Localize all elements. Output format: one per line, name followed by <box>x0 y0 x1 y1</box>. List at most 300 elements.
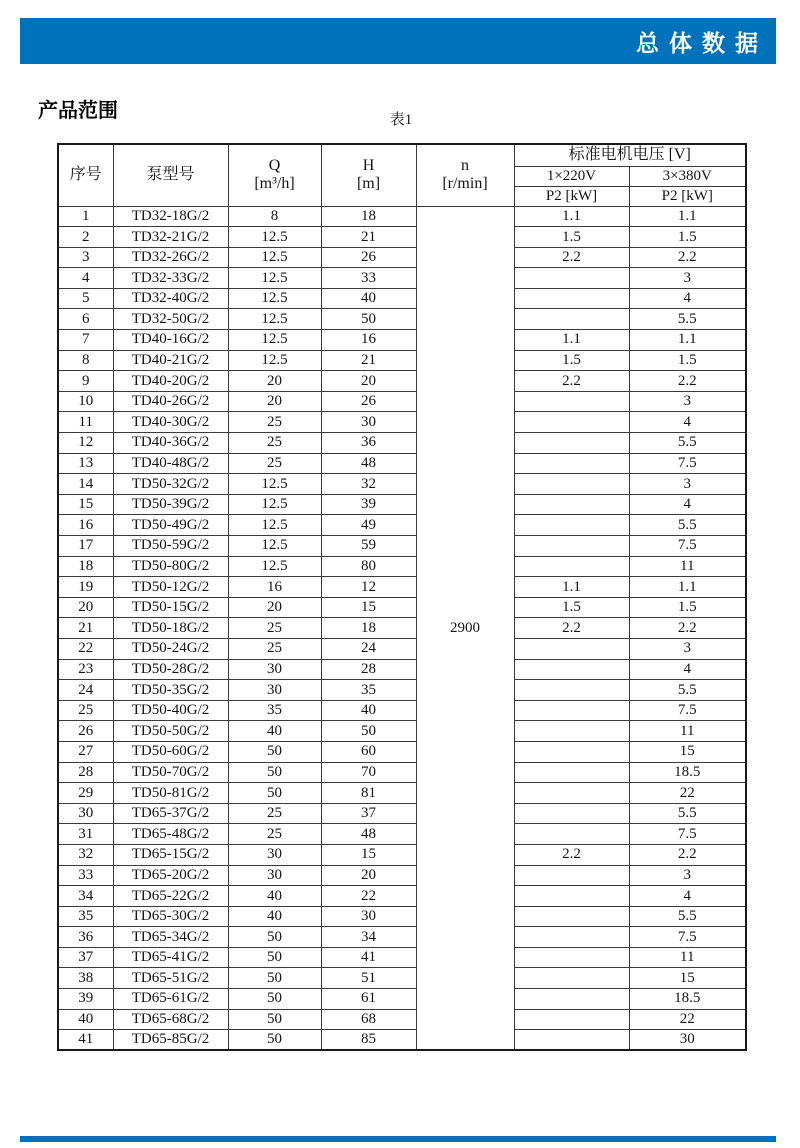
cell-q: 12.5 <box>228 268 321 289</box>
cell-h: 26 <box>321 391 416 412</box>
table-row <box>58 577 746 598</box>
table-row <box>58 680 746 701</box>
cell-index: 12 <box>58 433 113 454</box>
cell-q: 20 <box>228 371 321 392</box>
table-row <box>58 474 746 495</box>
cell-p2-380: 18.5 <box>629 762 746 783</box>
cell-model: TD50-60G/2 <box>113 741 228 762</box>
cell-p2-380: 2.2 <box>629 371 746 392</box>
cell-p2-220: 1.1 <box>514 577 629 598</box>
cell-q: 25 <box>228 412 321 433</box>
cell-h: 20 <box>321 865 416 886</box>
cell-q: 12.5 <box>228 494 321 515</box>
cell-p2-380: 1.1 <box>629 206 746 227</box>
cell-model: TD50-81G/2 <box>113 783 228 804</box>
cell-model: TD40-21G/2 <box>113 350 228 371</box>
cell-h: 16 <box>321 330 416 351</box>
cell-p2-220 <box>514 288 629 309</box>
cell-p2-220 <box>514 989 629 1010</box>
table-row <box>58 391 746 412</box>
cell-index: 14 <box>58 474 113 495</box>
col-header-h-symbol: H <box>362 156 375 174</box>
header-bar <box>20 18 776 64</box>
cell-index: 5 <box>58 288 113 309</box>
table-row <box>58 947 746 968</box>
header-title: 总体数据 <box>636 29 768 56</box>
table-row <box>58 906 746 927</box>
cell-p2-220: 1.1 <box>514 330 629 351</box>
cell-h: 18 <box>321 206 416 227</box>
col-header-n-symbol: n <box>461 156 469 174</box>
cell-model: TD32-33G/2 <box>113 268 228 289</box>
col-header-voltage-380: 3×380V <box>629 166 746 186</box>
cell-p2-380: 7.5 <box>629 453 746 474</box>
cell-p2-220: 1.1 <box>514 206 629 227</box>
cell-p2-220 <box>514 638 629 659</box>
cell-index: 32 <box>58 844 113 865</box>
col-header-p2-380: P2 [kW] <box>629 186 746 206</box>
cell-p2-220 <box>514 680 629 701</box>
cell-n-speed: 2900 <box>416 206 514 1050</box>
cell-index: 37 <box>58 947 113 968</box>
cell-h: 85 <box>321 1030 416 1051</box>
cell-model: TD50-70G/2 <box>113 762 228 783</box>
cell-p2-220 <box>514 391 629 412</box>
cell-h: 20 <box>321 371 416 392</box>
cell-p2-380: 11 <box>629 556 746 577</box>
cell-p2-220 <box>514 1009 629 1030</box>
cell-p2-220 <box>514 412 629 433</box>
cell-h: 21 <box>321 350 416 371</box>
cell-p2-220: 2.2 <box>514 247 629 268</box>
cell-index: 8 <box>58 350 113 371</box>
cell-h: 50 <box>321 721 416 742</box>
cell-h: 21 <box>321 227 416 248</box>
table-row <box>58 247 746 268</box>
cell-model: TD65-15G/2 <box>113 844 228 865</box>
cell-model: TD32-21G/2 <box>113 227 228 248</box>
cell-q: 50 <box>228 762 321 783</box>
table-row <box>58 762 746 783</box>
cell-index: 22 <box>58 638 113 659</box>
cell-h: 30 <box>321 906 416 927</box>
cell-p2-220 <box>514 556 629 577</box>
cell-model: TD65-68G/2 <box>113 1009 228 1030</box>
cell-model: TD65-30G/2 <box>113 906 228 927</box>
cell-q: 30 <box>228 865 321 886</box>
cell-p2-380: 30 <box>629 1030 746 1051</box>
cell-q: 25 <box>228 638 321 659</box>
cell-p2-380: 3 <box>629 391 746 412</box>
cell-q: 50 <box>228 989 321 1010</box>
cell-p2-380: 3 <box>629 474 746 495</box>
cell-p2-380: 18.5 <box>629 989 746 1010</box>
cell-q: 12.5 <box>228 309 321 330</box>
table-row <box>58 412 746 433</box>
cell-p2-380: 5.5 <box>629 309 746 330</box>
table-row <box>58 638 746 659</box>
cell-index: 31 <box>58 824 113 845</box>
cell-model: TD50-59G/2 <box>113 536 228 557</box>
cell-q: 12.5 <box>228 474 321 495</box>
cell-q: 12.5 <box>228 288 321 309</box>
cell-index: 16 <box>58 515 113 536</box>
table-row <box>58 597 746 618</box>
table-row <box>58 968 746 989</box>
cell-h: 59 <box>321 536 416 557</box>
cell-index: 17 <box>58 536 113 557</box>
cell-model: TD65-20G/2 <box>113 865 228 886</box>
table-row <box>58 783 746 804</box>
cell-p2-380: 4 <box>629 886 746 907</box>
cell-index: 2 <box>58 227 113 248</box>
col-header-q-symbol: Q <box>268 156 281 174</box>
cell-h: 50 <box>321 309 416 330</box>
cell-p2-220 <box>514 721 629 742</box>
cell-q: 50 <box>228 741 321 762</box>
table-row <box>58 659 746 680</box>
cell-index: 39 <box>58 989 113 1010</box>
cell-h: 35 <box>321 680 416 701</box>
cell-h: 49 <box>321 515 416 536</box>
table-row <box>58 515 746 536</box>
cell-q: 40 <box>228 886 321 907</box>
cell-q: 8 <box>228 206 321 227</box>
table-row <box>58 453 746 474</box>
cell-index: 4 <box>58 268 113 289</box>
cell-h: 15 <box>321 844 416 865</box>
table-row <box>58 536 746 557</box>
cell-p2-380: 3 <box>629 638 746 659</box>
cell-index: 9 <box>58 371 113 392</box>
cell-q: 12.5 <box>228 536 321 557</box>
cell-model: TD50-80G/2 <box>113 556 228 577</box>
cell-model: TD50-32G/2 <box>113 474 228 495</box>
cell-h: 41 <box>321 947 416 968</box>
cell-q: 12.5 <box>228 330 321 351</box>
cell-p2-380: 1.1 <box>629 330 746 351</box>
table-row <box>58 350 746 371</box>
table-row <box>58 288 746 309</box>
table-row <box>58 803 746 824</box>
cell-index: 7 <box>58 330 113 351</box>
cell-p2-380: 11 <box>629 721 746 742</box>
cell-h: 61 <box>321 989 416 1010</box>
cell-h: 68 <box>321 1009 416 1030</box>
table-row <box>58 309 746 330</box>
cell-p2-220 <box>514 783 629 804</box>
cell-p2-380: 7.5 <box>629 536 746 557</box>
cell-q: 40 <box>228 906 321 927</box>
cell-q: 25 <box>228 803 321 824</box>
cell-index: 28 <box>58 762 113 783</box>
cell-p2-220 <box>514 762 629 783</box>
product-range-table <box>57 143 747 1051</box>
cell-index: 29 <box>58 783 113 804</box>
section-title: 产品范围 <box>38 100 118 122</box>
col-header-voltage-220: 1×220V <box>514 166 629 186</box>
cell-h: 80 <box>321 556 416 577</box>
table-row <box>58 433 746 454</box>
table-row <box>58 330 746 351</box>
cell-p2-380: 5.5 <box>629 906 746 927</box>
cell-h: 37 <box>321 803 416 824</box>
cell-h: 51 <box>321 968 416 989</box>
cell-p2-220 <box>514 536 629 557</box>
cell-p2-220 <box>514 494 629 515</box>
col-header-p2-220: P2 [kW] <box>514 186 629 206</box>
cell-p2-380: 1.5 <box>629 227 746 248</box>
cell-index: 1 <box>58 206 113 227</box>
cell-index: 26 <box>58 721 113 742</box>
cell-model: TD50-40G/2 <box>113 700 228 721</box>
cell-h: 40 <box>321 288 416 309</box>
cell-model: TD32-40G/2 <box>113 288 228 309</box>
cell-q: 20 <box>228 391 321 412</box>
table-caption: 表1 <box>389 112 413 128</box>
table-row <box>58 700 746 721</box>
cell-p2-220 <box>514 474 629 495</box>
cell-index: 35 <box>58 906 113 927</box>
cell-p2-380: 7.5 <box>629 700 746 721</box>
col-header-voltage-group: 标准电机电压 [V] <box>514 144 746 166</box>
cell-p2-220 <box>514 906 629 927</box>
col-header-h <box>321 144 416 206</box>
cell-p2-220 <box>514 927 629 948</box>
cell-p2-220 <box>514 886 629 907</box>
table-row <box>58 206 746 227</box>
cell-model: TD50-35G/2 <box>113 680 228 701</box>
cell-index: 10 <box>58 391 113 412</box>
cell-h: 22 <box>321 886 416 907</box>
cell-q: 50 <box>228 1030 321 1051</box>
cell-p2-220 <box>514 947 629 968</box>
cell-p2-380: 4 <box>629 494 746 515</box>
cell-h: 48 <box>321 453 416 474</box>
cell-q: 12.5 <box>228 227 321 248</box>
cell-p2-220: 2.2 <box>514 618 629 639</box>
table-row <box>58 371 746 392</box>
table-row <box>58 618 746 639</box>
cell-index: 23 <box>58 659 113 680</box>
cell-h: 81 <box>321 783 416 804</box>
cell-h: 70 <box>321 762 416 783</box>
cell-p2-380: 22 <box>629 1009 746 1030</box>
col-header-model: 泵型号 <box>113 144 228 206</box>
table-row <box>58 556 746 577</box>
cell-index: 18 <box>58 556 113 577</box>
cell-p2-220: 1.5 <box>514 350 629 371</box>
cell-index: 34 <box>58 886 113 907</box>
cell-p2-220: 2.2 <box>514 844 629 865</box>
cell-index: 13 <box>58 453 113 474</box>
cell-index: 20 <box>58 597 113 618</box>
cell-p2-380: 2.2 <box>629 618 746 639</box>
cell-h: 33 <box>321 268 416 289</box>
cell-model: TD32-50G/2 <box>113 309 228 330</box>
cell-p2-380: 3 <box>629 865 746 886</box>
cell-p2-380: 15 <box>629 741 746 762</box>
cell-p2-380: 5.5 <box>629 433 746 454</box>
cell-index: 27 <box>58 741 113 762</box>
cell-p2-220: 1.5 <box>514 597 629 618</box>
table-row <box>58 1030 746 1051</box>
cell-h: 36 <box>321 433 416 454</box>
cell-p2-380: 1.5 <box>629 350 746 371</box>
cell-q: 12.5 <box>228 350 321 371</box>
cell-q: 50 <box>228 947 321 968</box>
cell-p2-220: 1.5 <box>514 227 629 248</box>
cell-h: 34 <box>321 927 416 948</box>
cell-model: TD50-24G/2 <box>113 638 228 659</box>
cell-model: TD40-26G/2 <box>113 391 228 412</box>
cell-index: 41 <box>58 1030 113 1051</box>
cell-index: 36 <box>58 927 113 948</box>
cell-p2-380: 7.5 <box>629 824 746 845</box>
cell-p2-220 <box>514 803 629 824</box>
cell-p2-380: 2.2 <box>629 247 746 268</box>
cell-q: 16 <box>228 577 321 598</box>
cell-p2-220: 2.2 <box>514 371 629 392</box>
cell-index: 21 <box>58 618 113 639</box>
table-row <box>58 886 746 907</box>
cell-p2-220 <box>514 700 629 721</box>
cell-q: 25 <box>228 618 321 639</box>
cell-model: TD50-50G/2 <box>113 721 228 742</box>
table-row <box>58 721 746 742</box>
cell-q: 50 <box>228 783 321 804</box>
cell-index: 11 <box>58 412 113 433</box>
cell-p2-220 <box>514 433 629 454</box>
cell-q: 12.5 <box>228 556 321 577</box>
cell-model: TD32-26G/2 <box>113 247 228 268</box>
table-row <box>58 741 746 762</box>
cell-model: TD50-39G/2 <box>113 494 228 515</box>
cell-index: 25 <box>58 700 113 721</box>
table-row <box>58 844 746 865</box>
cell-q: 30 <box>228 844 321 865</box>
cell-model: TD65-61G/2 <box>113 989 228 1010</box>
cell-index: 38 <box>58 968 113 989</box>
cell-index: 15 <box>58 494 113 515</box>
cell-p2-380: 3 <box>629 268 746 289</box>
cell-model: TD32-18G/2 <box>113 206 228 227</box>
cell-p2-380: 22 <box>629 783 746 804</box>
cell-model: TD65-34G/2 <box>113 927 228 948</box>
cell-model: TD65-22G/2 <box>113 886 228 907</box>
cell-q: 50 <box>228 1009 321 1030</box>
cell-model: TD50-12G/2 <box>113 577 228 598</box>
cell-p2-380: 4 <box>629 659 746 680</box>
cell-p2-380: 4 <box>629 412 746 433</box>
cell-index: 3 <box>58 247 113 268</box>
cell-p2-380: 15 <box>629 968 746 989</box>
col-header-q-unit: [m³/h] <box>254 175 295 193</box>
cell-p2-220 <box>514 268 629 289</box>
cell-h: 26 <box>321 247 416 268</box>
cell-model: TD40-36G/2 <box>113 433 228 454</box>
cell-h: 48 <box>321 824 416 845</box>
table-row <box>58 824 746 845</box>
cell-model: TD40-16G/2 <box>113 330 228 351</box>
cell-q: 25 <box>228 433 321 454</box>
cell-model: TD50-28G/2 <box>113 659 228 680</box>
cell-model: TD40-48G/2 <box>113 453 228 474</box>
cell-p2-380: 1.1 <box>629 577 746 598</box>
cell-h: 28 <box>321 659 416 680</box>
footer-bar <box>20 1136 776 1142</box>
cell-p2-220 <box>514 824 629 845</box>
cell-q: 20 <box>228 597 321 618</box>
cell-p2-220 <box>514 968 629 989</box>
cell-q: 50 <box>228 927 321 948</box>
cell-h: 24 <box>321 638 416 659</box>
cell-h: 30 <box>321 412 416 433</box>
table-row <box>58 227 746 248</box>
cell-index: 40 <box>58 1009 113 1030</box>
table-row <box>58 865 746 886</box>
cell-p2-380: 1.5 <box>629 597 746 618</box>
cell-q: 35 <box>228 700 321 721</box>
cell-h: 60 <box>321 741 416 762</box>
cell-p2-380: 5.5 <box>629 803 746 824</box>
cell-q: 25 <box>228 824 321 845</box>
cell-model: TD40-20G/2 <box>113 371 228 392</box>
cell-model: TD50-49G/2 <box>113 515 228 536</box>
cell-model: TD50-15G/2 <box>113 597 228 618</box>
cell-q: 12.5 <box>228 247 321 268</box>
cell-p2-220 <box>514 1030 629 1051</box>
cell-h: 32 <box>321 474 416 495</box>
col-header-n <box>416 144 514 206</box>
table-row <box>58 989 746 1010</box>
cell-model: TD65-41G/2 <box>113 947 228 968</box>
cell-p2-380: 4 <box>629 288 746 309</box>
cell-model: TD65-48G/2 <box>113 824 228 845</box>
cell-q: 30 <box>228 680 321 701</box>
cell-index: 33 <box>58 865 113 886</box>
table-row <box>58 268 746 289</box>
cell-h: 15 <box>321 597 416 618</box>
cell-index: 30 <box>58 803 113 824</box>
col-header-h-unit: [m] <box>356 175 381 193</box>
cell-q: 25 <box>228 453 321 474</box>
cell-p2-380: 5.5 <box>629 680 746 701</box>
cell-p2-220 <box>514 865 629 886</box>
cell-model: TD65-37G/2 <box>113 803 228 824</box>
cell-index: 19 <box>58 577 113 598</box>
cell-p2-220 <box>514 515 629 536</box>
cell-model: TD65-85G/2 <box>113 1030 228 1051</box>
table-row <box>58 1009 746 1030</box>
col-header-n-unit: [r/min] <box>442 175 488 193</box>
table-row <box>58 494 746 515</box>
cell-p2-380: 5.5 <box>629 515 746 536</box>
cell-p2-380: 11 <box>629 947 746 968</box>
cell-q: 40 <box>228 721 321 742</box>
col-header-q <box>228 144 321 206</box>
cell-index: 24 <box>58 680 113 701</box>
cell-model: TD40-30G/2 <box>113 412 228 433</box>
cell-p2-220 <box>514 741 629 762</box>
cell-model: TD65-51G/2 <box>113 968 228 989</box>
cell-p2-220 <box>514 309 629 330</box>
cell-p2-380: 2.2 <box>629 844 746 865</box>
cell-q: 12.5 <box>228 515 321 536</box>
cell-h: 12 <box>321 577 416 598</box>
cell-p2-220 <box>514 453 629 474</box>
cell-q: 50 <box>228 968 321 989</box>
